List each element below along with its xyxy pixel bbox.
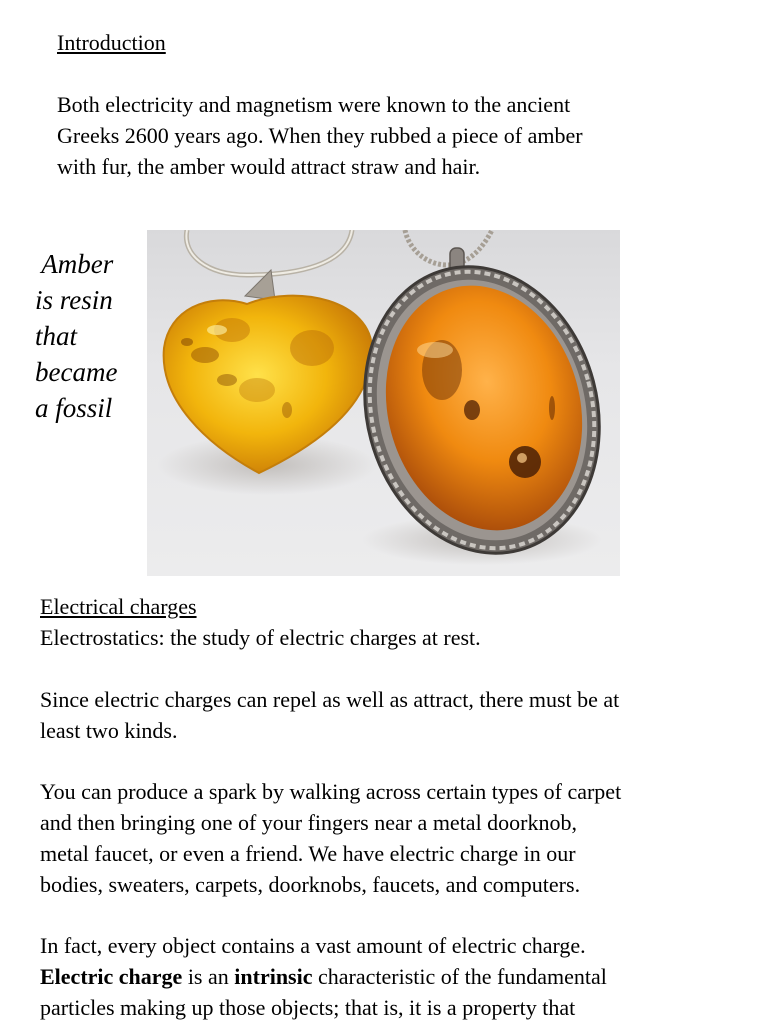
paragraph-line: bodies, sweaters, carpets, doorknobs, faucets, and computers. bbox=[40, 872, 581, 897]
charges-paragraph-3 bbox=[40, 930, 607, 1023]
caption-line: that bbox=[35, 321, 78, 351]
caption-line: Amber bbox=[35, 249, 114, 279]
paragraph-line: metal faucet, or even a friend. We have electric charge in our bbox=[40, 841, 576, 866]
caption-line: is resin bbox=[35, 285, 113, 315]
paragraph-line: You can produce a spark by walking across certain types of carpet bbox=[40, 779, 622, 804]
term-electric-charge: Electric charge bbox=[40, 964, 183, 989]
paragraph-line: Since electric charges can repel as well as attract, there must be at bbox=[40, 687, 620, 712]
caption-line: became bbox=[35, 357, 118, 387]
caption-line: a fossil bbox=[35, 393, 113, 423]
intro-line: Greeks 2600 years ago. When they rubbed a piece of amber bbox=[57, 123, 583, 148]
term-intrinsic: intrinsic bbox=[234, 964, 313, 989]
paragraph-line: and then bringing one of your fingers near a metal doorknob, bbox=[40, 810, 578, 835]
paragraph-line: particles making up those objects; that is, it is a property that bbox=[40, 995, 576, 1020]
charges-definition: Electrostatics: the study of electric charges at rest. bbox=[40, 625, 481, 650]
paragraph-line: least two kinds. bbox=[40, 718, 178, 743]
intro-line: with fur, the amber would attract straw and hair. bbox=[57, 154, 481, 179]
text-fragment: is an bbox=[182, 964, 235, 989]
amber-pendants-photo bbox=[147, 230, 620, 576]
intro-heading: Introduction bbox=[57, 30, 166, 55]
text-fragment: characteristic of the fundamental bbox=[312, 964, 607, 989]
paragraph-line: In fact, every object contains a vast amount of electric charge. bbox=[40, 933, 586, 958]
amber-pendants-illustration bbox=[147, 230, 620, 576]
charges-paragraph-1 bbox=[40, 684, 619, 746]
intro-line: Both electricity and magnetism were known to the ancient bbox=[57, 92, 571, 117]
paragraph-line bbox=[40, 961, 607, 992]
charges-paragraph-2 bbox=[40, 776, 621, 900]
charges-heading: Electrical charges bbox=[40, 594, 197, 619]
intro-paragraph bbox=[57, 89, 583, 182]
figure-caption bbox=[35, 246, 117, 426]
chain-right bbox=[405, 230, 492, 265]
